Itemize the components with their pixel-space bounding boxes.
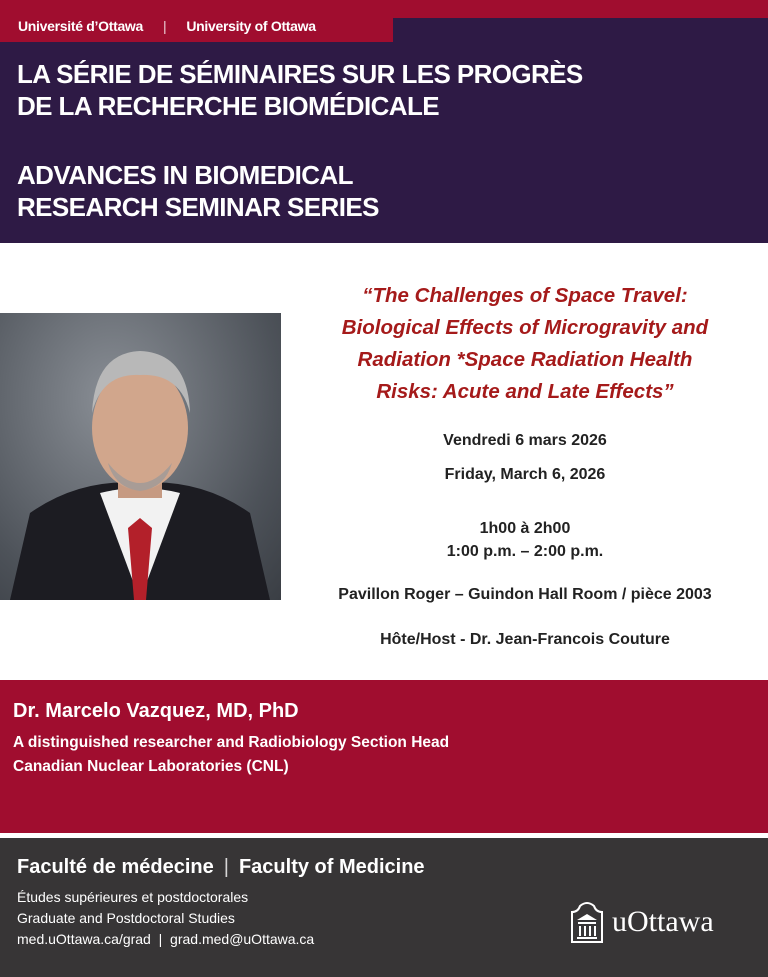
speaker-band	[0, 680, 768, 833]
talk-title	[290, 280, 760, 408]
speaker-title: A distinguished researcher and Radiobiology Section Head	[13, 734, 450, 751]
talk-title-line: Radiation *Space Radiation Health	[357, 348, 693, 371]
logo-text: uOttawa	[612, 905, 714, 938]
location: Pavillon Roger – Guindon Hall Room / pièce 2003	[338, 586, 712, 603]
contact-links[interactable]: med.uOttawa.ca/grad | grad.med@uOttawa.ca	[17, 931, 315, 947]
separator: |	[163, 18, 167, 34]
series-fr-line2: DE LA RECHERCHE BIOMÉDICALE	[17, 91, 439, 121]
faculty	[17, 856, 768, 879]
uottawa-logo	[570, 900, 714, 944]
speaker-name: Dr. Marcelo Vazquez, MD, PhD	[13, 700, 299, 722]
date-en: Friday, March 6, 2026	[444, 466, 606, 483]
speaker-photo	[0, 313, 281, 600]
talk-title-line: Biological Effects of Microgravity and	[341, 316, 709, 339]
studies-fr: Études supérieures et postdoctorales	[17, 889, 249, 905]
faculty-en: Faculty of Medicine	[238, 856, 425, 878]
series-en-line2: RESEARCH SEMINAR SERIES	[17, 192, 379, 222]
faculty-fr: Faculté de médecine	[17, 856, 214, 878]
series-title-en	[17, 159, 379, 223]
university-tab	[0, 0, 393, 42]
univ-en: University of Ottawa	[186, 18, 316, 34]
series-en-line1: ADVANCES IN BIOMEDICAL	[17, 160, 353, 190]
series-title-fr	[17, 58, 583, 122]
building-icon	[570, 900, 604, 944]
talk-title-line: “The Challenges of Space Travel:	[362, 284, 688, 307]
time-en: 1:00 p.m. – 2:00 p.m.	[446, 543, 604, 560]
studies-en: Graduate and Postdoctoral Studies	[17, 910, 235, 926]
host: Hôte/Host - Dr. Jean-Francois Couture	[380, 631, 670, 648]
separator: |	[223, 856, 229, 878]
time-fr: 1h00 à 2h00	[479, 520, 571, 537]
series-fr-line1: LA SÉRIE DE SÉMINAIRES SUR LES PROGRÈS	[17, 59, 583, 89]
speaker-org: Canadian Nuclear Laboratories (CNL)	[13, 758, 289, 775]
date-fr: Vendredi 6 mars 2026	[443, 432, 607, 449]
univ-fr: Université d’Ottawa	[18, 18, 144, 34]
talk-title-line: Risks: Acute and Late Effects”	[376, 380, 674, 403]
